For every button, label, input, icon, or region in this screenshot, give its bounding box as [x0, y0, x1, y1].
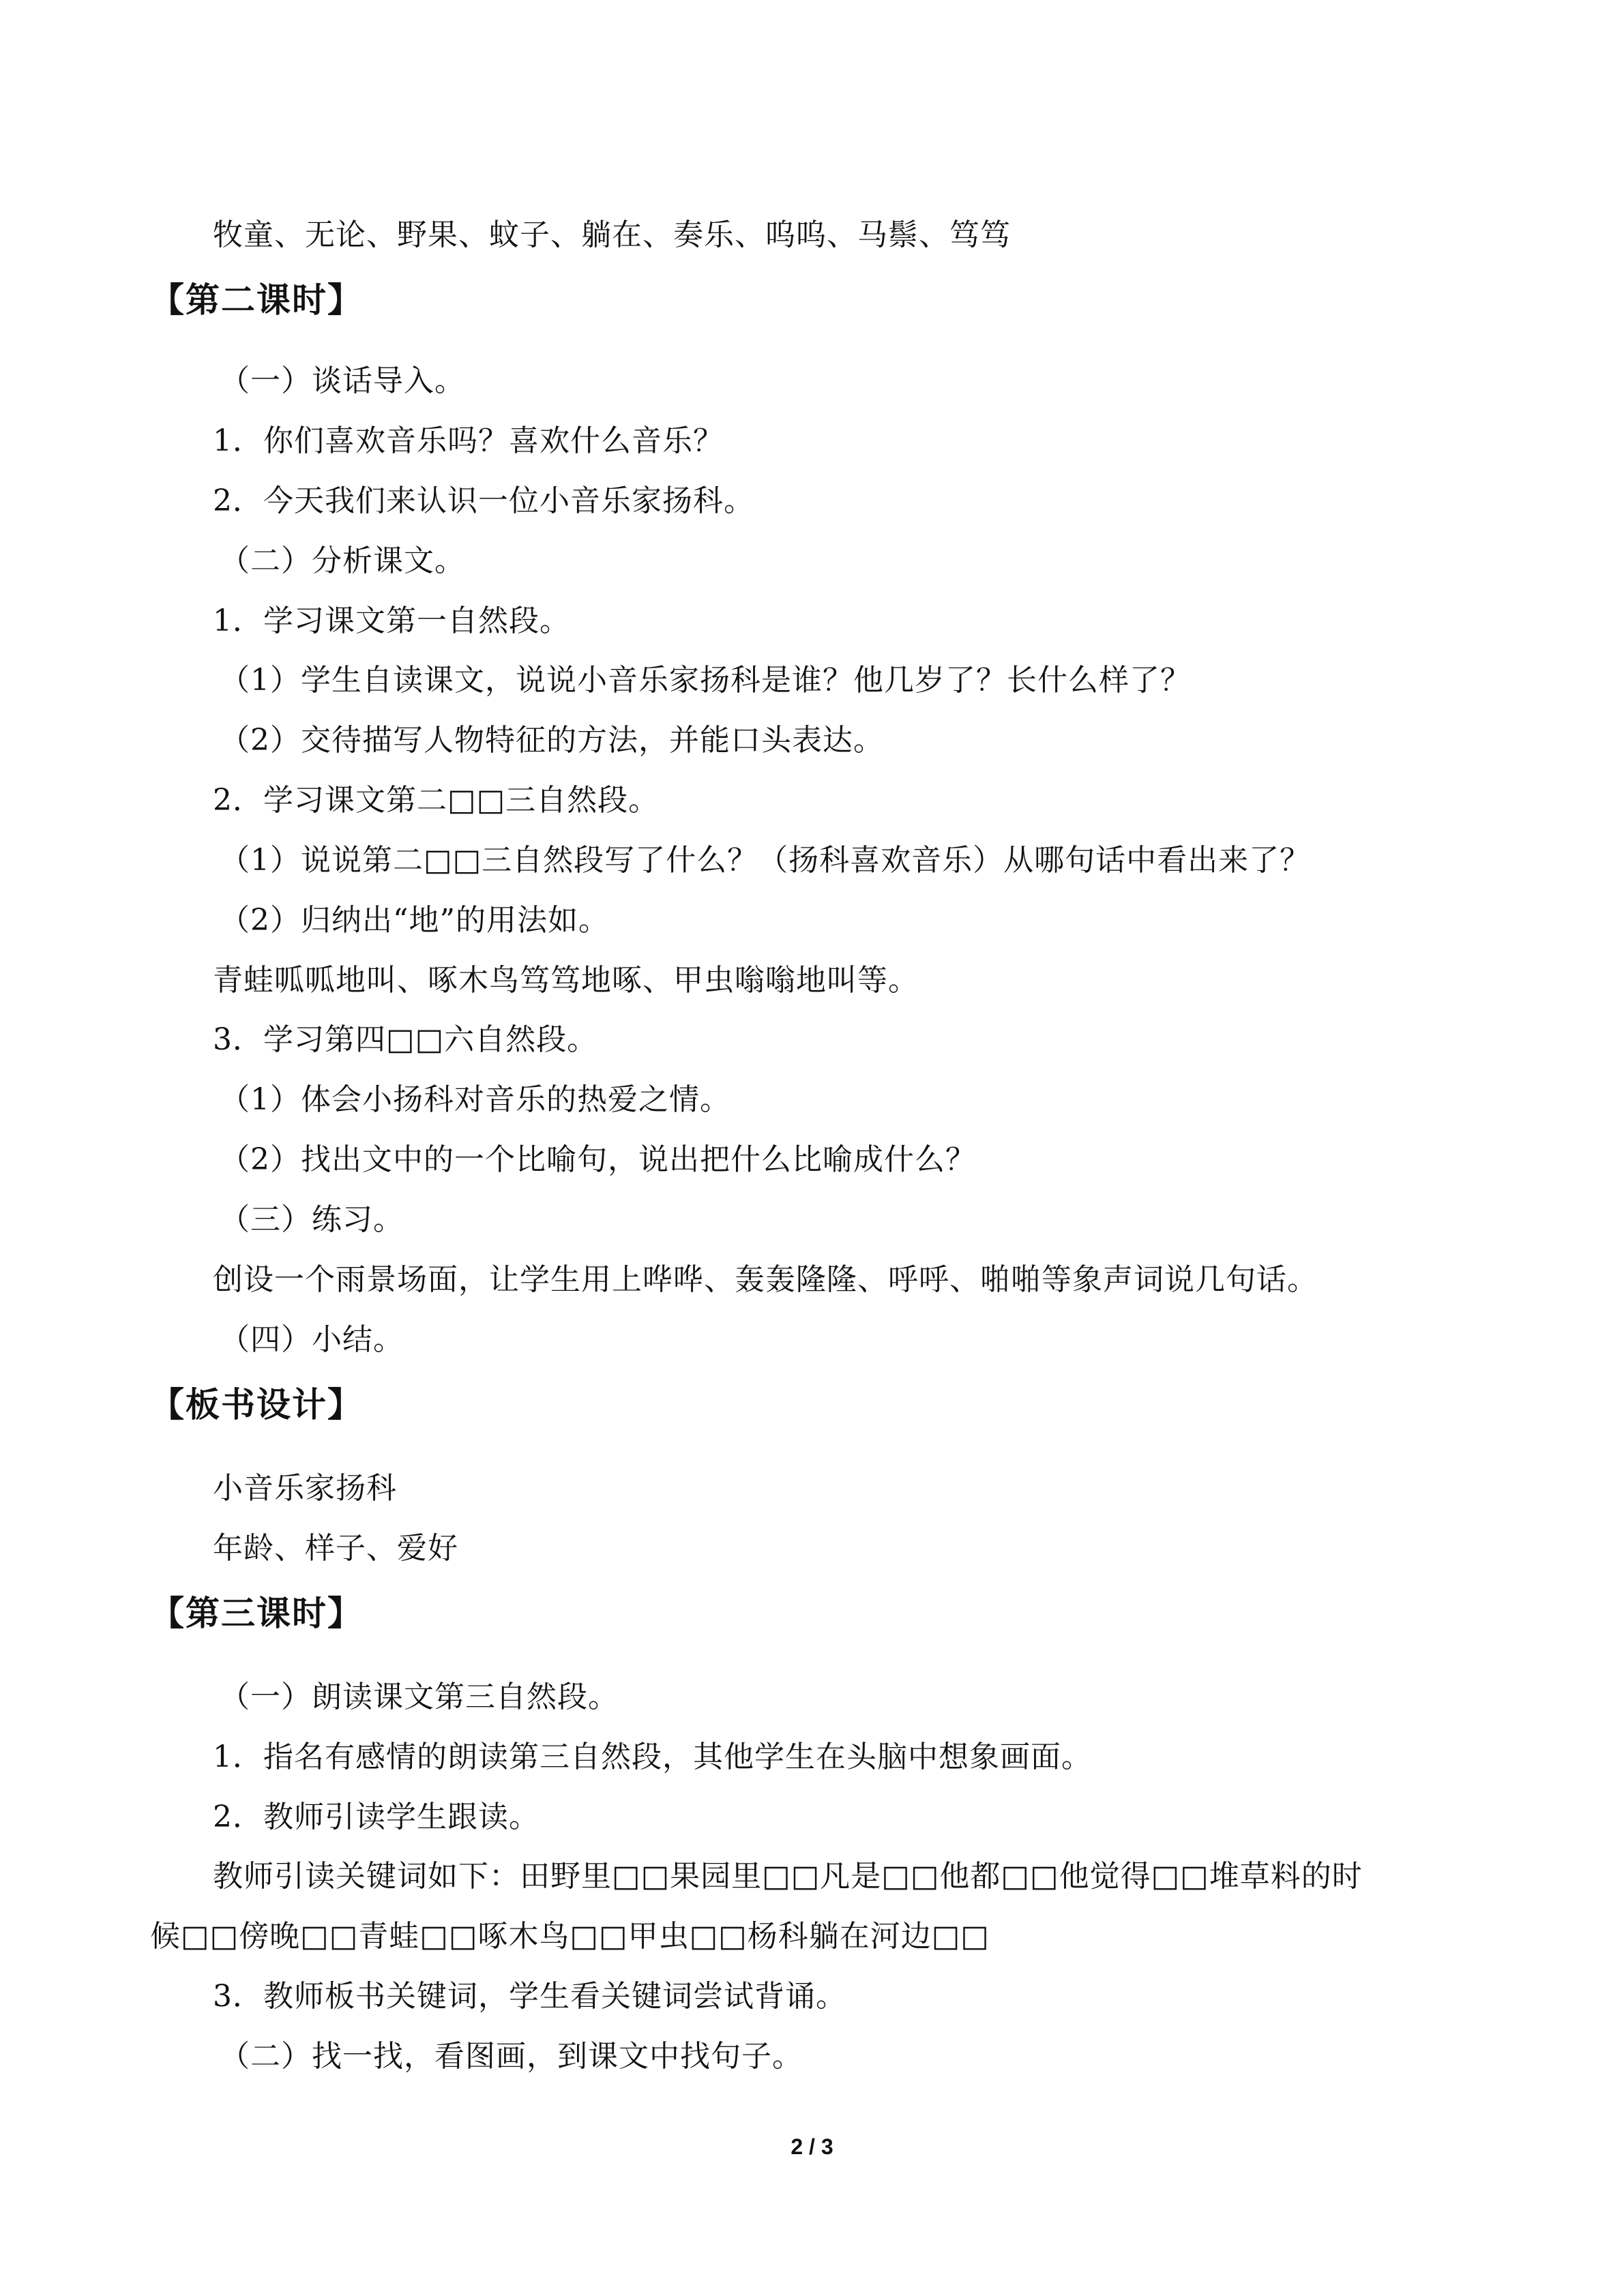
paragraph: （三）练习。 — [220, 1202, 404, 1237]
paragraph: （二）分析课文。 — [220, 543, 465, 578]
paragraph: （2）找出文中的一个比喻句，说出把什么比喻成什么？ — [220, 1142, 976, 1177]
paragraph: 1．学习课文第一自然段。 — [213, 603, 570, 638]
board-line: 小音乐家扬科 — [213, 1471, 397, 1506]
section-heading-second-lesson: 【第二课时】 — [150, 280, 363, 320]
paragraph: 1．你们喜欢音乐吗？喜欢什么音乐？ — [213, 423, 724, 458]
paragraph: 创设一个雨景场面，让学生用上哗哗、轰轰隆隆、呼呼、啪啪等象声词说几句话。 — [213, 1262, 1318, 1297]
paragraph: 3．学习第四□□六自然段。 — [213, 1022, 598, 1057]
paragraph: 候□□傍晚□□青蛙□□啄木鸟□□甲虫□□杨科躺在河边□□ — [150, 1919, 990, 1954]
paragraph: （一）朗读课文第三自然段。 — [220, 1680, 619, 1714]
paragraph: 1．指名有感情的朗读第三自然段，其他学生在头脑中想象画面。 — [213, 1740, 1092, 1774]
paragraph: （1）体会小扬科对音乐的热爱之情。 — [220, 1082, 730, 1117]
paragraph: （2）交待描写人物特征的方法，并能口头表达。 — [220, 723, 884, 758]
board-line: 年龄、样子、爱好 — [213, 1531, 458, 1566]
paragraph: 2．学习课文第二□□三自然段。 — [213, 783, 660, 818]
paragraph: （一）谈话导入。 — [220, 363, 465, 398]
paragraph: （1）学生自读课文，说说小音乐家扬科是谁？他几岁了？长什么样了？ — [220, 663, 1191, 698]
vocabulary-list: 牧童、无论、野果、蚊子、躺在、奏乐、呜呜、马鬃、笃笃 — [213, 218, 1011, 252]
page-number: 2 / 3 — [791, 2134, 833, 2159]
section-heading-board-design: 【板书设计】 — [150, 1385, 363, 1425]
paragraph: （1）说说第二□□三自然段写了什么？（扬科喜欢音乐）从哪句话中看出来了？ — [220, 843, 1311, 878]
paragraph: 教师引读关键词如下：田野里□□果园里□□凡是□□他都□□他觉得□□堆草料的时 — [213, 1859, 1363, 1894]
paragraph: 3．教师板书关键词，学生看关键词尝试背诵。 — [213, 1979, 846, 2014]
paragraph: 青蛙呱呱地叫、啄木鸟笃笃地啄、甲虫嗡嗡地叫等。 — [213, 963, 919, 998]
paragraph: （2）归纳出“地”的用法如。 — [220, 903, 609, 938]
paragraph: 2．今天我们来认识一位小音乐家扬科。 — [213, 483, 754, 518]
paragraph: 2．教师引读学生跟读。 — [213, 1800, 540, 1834]
paragraph: （四）小结。 — [220, 1322, 404, 1357]
section-heading-third-lesson: 【第三课时】 — [150, 1594, 363, 1633]
paragraph: （二）找一找，看图画，到课文中找句子。 — [220, 2039, 803, 2074]
